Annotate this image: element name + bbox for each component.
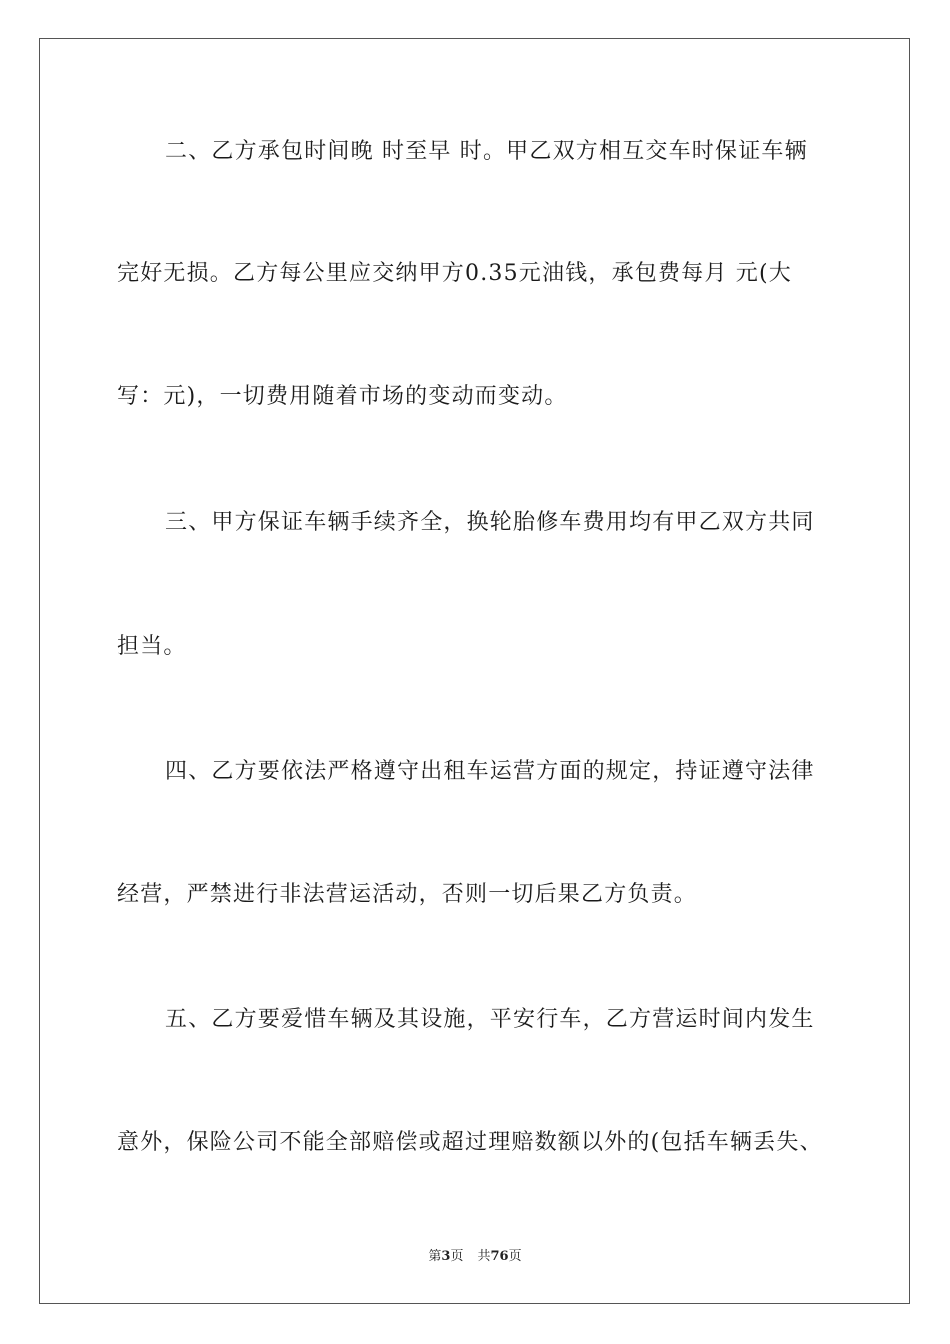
total-page-number: 76 [490, 1249, 509, 1264]
paragraph-2-line-3: 写：元)，一切费用随着市场的变动而变动。 [117, 384, 568, 409]
current-page-number: 3 [441, 1249, 451, 1264]
page-prefix: 第 [428, 1249, 442, 1264]
paragraph-2-line-2: 完好无损。乙方每公里应交纳甲方0.35元油钱，承包费每月 元(大 [117, 261, 792, 286]
page-number-footer [0, 1248, 950, 1266]
paragraph-5-line-1: 五、乙方要爱惜车辆及其设施，平安行车，乙方营运时间内发生 [165, 1007, 815, 1032]
total-prefix: 共 [477, 1249, 491, 1264]
paragraph-4-line-1: 四、乙方要依法严格遵守出租车运营方面的规定，持证遵守法律 [165, 759, 815, 784]
paragraph-3-line-2: 担当。 [117, 634, 187, 659]
paragraph-3-line-1: 三、甲方保证车辆手续齐全，换轮胎修车费用均有甲乙双方共同 [165, 510, 815, 535]
page-suffix: 页 [450, 1249, 464, 1264]
page-frame [39, 38, 910, 1304]
paragraph-4-line-2: 经营，严禁进行非法营运活动，否则一切后果乙方负责。 [117, 882, 698, 907]
paragraph-2-line-1: 二、乙方承包时间晚 时至早 时。甲乙双方相互交车时保证车辆 [165, 139, 808, 164]
total-suffix: 页 [508, 1249, 522, 1264]
paragraph-5-line-2: 意外，保险公司不能全部赔偿或超过理赔数额以外的(包括车辆丢失、 [117, 1130, 823, 1155]
